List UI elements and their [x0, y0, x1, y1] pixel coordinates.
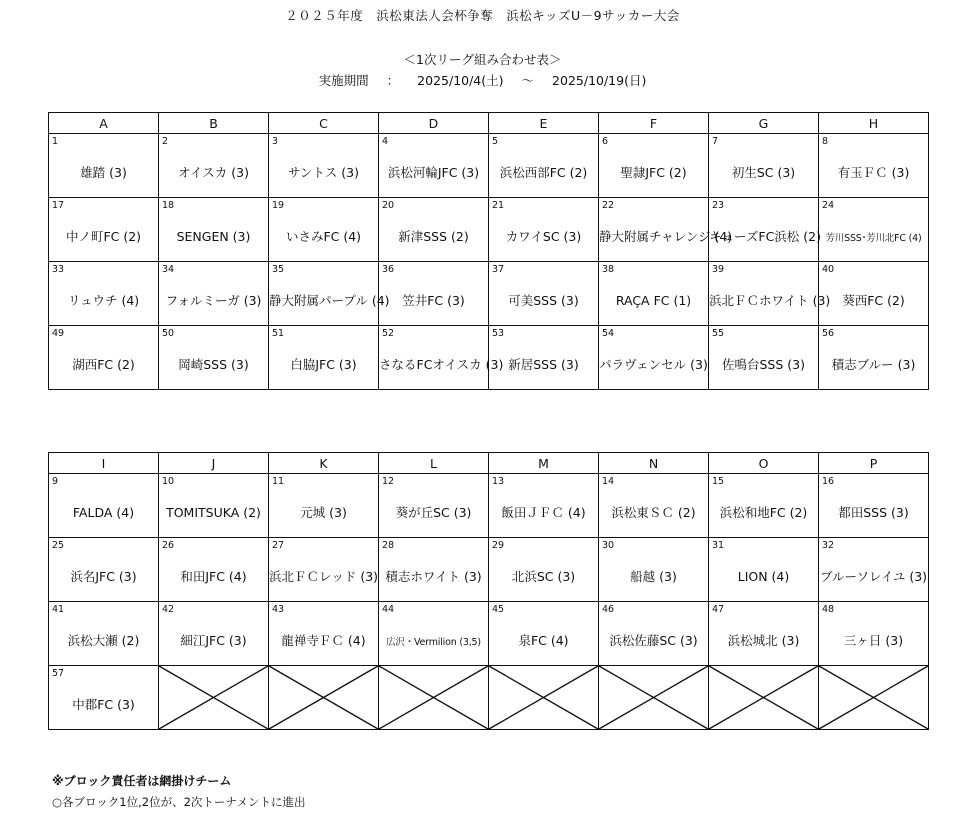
team-cell [379, 474, 489, 538]
team-number: 5 [492, 136, 499, 147]
team-name: 北浜SC (3) [511, 569, 576, 584]
team-number: 48 [822, 604, 835, 615]
team-name: 笠井FC (3) [402, 293, 465, 308]
team-number: 47 [712, 604, 725, 615]
team-number: 30 [602, 540, 615, 551]
team-number: 1 [52, 136, 59, 147]
team-cell [819, 262, 929, 326]
team-name: 可美SSS (3) [508, 293, 579, 308]
team-cell [709, 602, 819, 666]
league-table-a-to-h [48, 112, 929, 390]
team-cell [709, 538, 819, 602]
team-number: 14 [602, 476, 615, 487]
team-cell [159, 134, 269, 198]
team-number: 54 [602, 328, 615, 339]
team-name: フォルミーガ (3) [165, 293, 262, 308]
team-cell [489, 538, 599, 602]
team-number: 7 [712, 136, 719, 147]
team-cell [49, 666, 159, 730]
document-title: ２０２５年度 浜松東法人会杯争奪 浜松キッズU－9サッカー大会 [285, 8, 680, 23]
team-number: 21 [492, 200, 505, 211]
header-row [49, 113, 929, 134]
block-header: H [819, 113, 929, 134]
team-name: 細江JFC (3) [180, 633, 247, 648]
team-name: オイスカ (3) [178, 165, 249, 180]
team-cell [49, 602, 159, 666]
team-cell [159, 262, 269, 326]
team-number: 10 [162, 476, 175, 487]
team-name: サントス (3) [288, 165, 359, 180]
team-name: 葵が丘SC (3) [395, 505, 472, 520]
team-number: 43 [272, 604, 285, 615]
team-number: 6 [602, 136, 609, 147]
team-cell [159, 326, 269, 390]
team-number: 46 [602, 604, 615, 615]
table-row [49, 134, 929, 198]
team-name: 飯田ＪＦＣ (4) [501, 505, 586, 520]
team-cell [49, 326, 159, 390]
team-cell [489, 474, 599, 538]
team-name: 新居SSS (3) [508, 357, 579, 372]
team-name: さなるFCオイスカ (3) [379, 357, 504, 372]
team-cell [709, 198, 819, 262]
team-name: 浜北ＦＣレッド (3) [269, 569, 379, 584]
team-cell [709, 326, 819, 390]
empty-cell-cross [599, 666, 709, 730]
team-cell [599, 326, 709, 390]
team-name: 新津SSS (2) [398, 229, 469, 244]
team-name: 静大附属パープル (4) [269, 293, 390, 308]
team-name: FALDA (4) [72, 505, 135, 520]
team-cell [599, 134, 709, 198]
team-number: 20 [382, 200, 395, 211]
team-name: パラヴェンセル (3) [599, 357, 708, 372]
team-cell [159, 602, 269, 666]
team-cell [489, 326, 599, 390]
team-number: 42 [162, 604, 175, 615]
team-cell [489, 198, 599, 262]
team-name: 中ノ町FC (2) [65, 229, 142, 244]
cross-mark-icon [489, 666, 598, 729]
empty-cell-cross [709, 666, 819, 730]
team-cell [49, 198, 159, 262]
team-number: 57 [52, 668, 65, 679]
team-name: 浜松和地FC (2) [719, 505, 808, 520]
team-name: 積志ブルー (3) [831, 357, 916, 372]
team-number: 37 [492, 264, 505, 275]
block-header: I [49, 453, 159, 474]
team-cell [379, 134, 489, 198]
team-cell [269, 474, 379, 538]
team-number: 40 [822, 264, 835, 275]
block-header: F [599, 113, 709, 134]
table-row [49, 602, 929, 666]
period-end: 2025/10/19(日) [552, 73, 647, 88]
team-number: 56 [822, 328, 835, 339]
team-number: 15 [712, 476, 725, 487]
team-name: 浜松東ＳＣ (2) [611, 505, 696, 520]
period-label: 実施期間 [318, 73, 369, 88]
team-cell [819, 538, 929, 602]
table-row [49, 326, 929, 390]
team-name: 初生SC (3) [731, 165, 796, 180]
team-number: 29 [492, 540, 505, 551]
team-name: 有玉ＦＣ (3) [837, 165, 910, 180]
team-number: 17 [52, 200, 65, 211]
team-number: 18 [162, 200, 175, 211]
team-number: 2 [162, 136, 169, 147]
block-header: B [159, 113, 269, 134]
team-name: 芳川SSS･芳川北FC (4) [825, 233, 922, 244]
team-number: 50 [162, 328, 175, 339]
table-row [49, 198, 929, 262]
team-name: 岡崎SSS (3) [178, 357, 249, 372]
team-number: 16 [822, 476, 835, 487]
team-name: 浜名JFC (3) [70, 569, 137, 584]
block-header: K [269, 453, 379, 474]
period-separator: ： [386, 73, 400, 88]
team-number: 27 [272, 540, 285, 551]
team-name: 湖西FC (2) [72, 357, 135, 372]
team-number: 11 [272, 476, 285, 487]
team-cell [819, 326, 929, 390]
team-cell [269, 538, 379, 602]
block-header: C [269, 113, 379, 134]
team-cell [379, 198, 489, 262]
team-number: 49 [52, 328, 65, 339]
team-number: 55 [712, 328, 725, 339]
block-header: A [49, 113, 159, 134]
team-number: 32 [822, 540, 835, 551]
team-cell [489, 602, 599, 666]
team-cell [709, 134, 819, 198]
team-number: 12 [382, 476, 395, 487]
team-cell [269, 602, 379, 666]
team-number: 53 [492, 328, 505, 339]
team-number: 13 [492, 476, 505, 487]
block-header: D [379, 113, 489, 134]
team-cell [599, 602, 709, 666]
block-header: L [379, 453, 489, 474]
team-number: 9 [52, 476, 59, 487]
team-number: 28 [382, 540, 395, 551]
team-cell [709, 474, 819, 538]
team-number: 51 [272, 328, 285, 339]
cross-mark-icon [599, 666, 708, 729]
team-name: 泉FC (4) [518, 633, 569, 648]
team-cell [269, 134, 379, 198]
empty-cell-cross [489, 666, 599, 730]
team-cell [379, 538, 489, 602]
cross-mark-icon [269, 666, 378, 729]
team-number: 26 [162, 540, 175, 551]
team-number: 3 [272, 136, 279, 147]
team-name: 浜松大瀬 (2) [67, 633, 140, 648]
period-start: 2025/10/4(土) [417, 73, 504, 88]
team-number: 22 [602, 200, 615, 211]
team-number: 4 [382, 136, 389, 147]
team-cell [489, 134, 599, 198]
empty-cell-cross [159, 666, 269, 730]
team-cell [49, 474, 159, 538]
team-cell [379, 262, 489, 326]
team-name: 静大附属チャレンジ (4) [599, 229, 733, 244]
document-subtitle: ＜1次リーグ組み合わせ表＞ [403, 52, 562, 67]
team-name: RAÇA FC (1) [615, 293, 692, 308]
team-cell [269, 198, 379, 262]
table-row [49, 666, 929, 730]
block-header: O [709, 453, 819, 474]
cross-mark-icon [819, 666, 928, 729]
league-table-i-to-p [48, 452, 929, 730]
team-cell [159, 538, 269, 602]
team-name: キューズFC浜松 (2) [709, 229, 821, 244]
team-name: 浜松西部FC (2) [499, 165, 588, 180]
team-cell [819, 474, 929, 538]
team-cell [49, 262, 159, 326]
empty-cell-cross [819, 666, 929, 730]
note-block-managers: ※ブロック責任者は網掛けチーム [52, 774, 232, 788]
cross-mark-icon [379, 666, 488, 729]
note-advancement: ○各ブロック1位,2位が、2次トーナメントに進出 [52, 795, 306, 809]
team-number: 38 [602, 264, 615, 275]
team-name: 浜松河輪JFC (3) [387, 165, 480, 180]
team-cell [819, 198, 929, 262]
team-name: 広沢・Vermilion (3,5) [386, 637, 481, 648]
block-header: P [819, 453, 929, 474]
team-name: 三ヶ日 (3) [843, 633, 904, 648]
header-row [49, 453, 929, 474]
cross-mark-icon [159, 666, 268, 729]
cross-mark-icon [709, 666, 818, 729]
team-cell [379, 602, 489, 666]
team-number: 23 [712, 200, 725, 211]
team-number: 35 [272, 264, 285, 275]
team-cell [49, 538, 159, 602]
team-number: 34 [162, 264, 175, 275]
team-name: 佐鳴台SSS (3) [722, 357, 805, 372]
team-name: 元城 (3) [300, 505, 347, 520]
team-name: 和田JFC (4) [180, 569, 247, 584]
team-cell [49, 134, 159, 198]
table-row [49, 262, 929, 326]
team-cell [599, 474, 709, 538]
team-cell [269, 326, 379, 390]
team-number: 33 [52, 264, 65, 275]
team-name: 浜北ＦＣホワイト (3) [709, 293, 831, 308]
team-number: 39 [712, 264, 725, 275]
team-name: 聖隷JFC (2) [620, 165, 687, 180]
team-name: ブルーソレイユ (3) [819, 569, 928, 584]
team-cell [159, 198, 269, 262]
team-name: 中郡FC (3) [72, 697, 135, 712]
block-header: N [599, 453, 709, 474]
block-header: M [489, 453, 599, 474]
team-number: 41 [52, 604, 65, 615]
team-name: LION (4) [737, 569, 790, 584]
empty-cell-cross [379, 666, 489, 730]
team-number: 19 [272, 200, 285, 211]
team-name: いさみFC (4) [285, 229, 362, 244]
team-name: 積志ホワイト (3) [385, 569, 482, 584]
team-name: 船越 (3) [630, 569, 677, 584]
team-name: 浜松城北 (3) [727, 633, 800, 648]
team-number: 24 [822, 200, 835, 211]
team-number: 31 [712, 540, 725, 551]
team-name: 葵西FC (2) [842, 293, 905, 308]
team-name: TOMITSUKA (2) [166, 505, 261, 520]
block-header: G [709, 113, 819, 134]
team-number: 8 [822, 136, 829, 147]
empty-cell-cross [269, 666, 379, 730]
team-cell [819, 134, 929, 198]
team-cell [599, 538, 709, 602]
table-row [49, 474, 929, 538]
event-period [0, 73, 965, 89]
team-name: 白脇JFC (3) [290, 357, 357, 372]
table-row [49, 538, 929, 602]
team-name: リュウチ (4) [67, 293, 140, 308]
period-tilde: ～ [521, 73, 535, 88]
block-header: J [159, 453, 269, 474]
team-number: 44 [382, 604, 395, 615]
team-cell [819, 602, 929, 666]
team-number: 52 [382, 328, 395, 339]
block-header: E [489, 113, 599, 134]
team-number: 25 [52, 540, 65, 551]
team-name: 雄踏 (3) [80, 165, 127, 180]
team-name: 浜松佐藤SC (3) [609, 633, 698, 648]
team-number: 36 [382, 264, 395, 275]
team-name: SENGEN (3) [176, 229, 251, 244]
team-name: 龍禅寺ＦＣ (4) [281, 633, 366, 648]
team-name: カワイSC (3) [505, 229, 582, 244]
team-cell [489, 262, 599, 326]
team-number: 45 [492, 604, 505, 615]
team-cell [159, 474, 269, 538]
team-name: 都田SSS (3) [838, 505, 909, 520]
team-cell [599, 262, 709, 326]
